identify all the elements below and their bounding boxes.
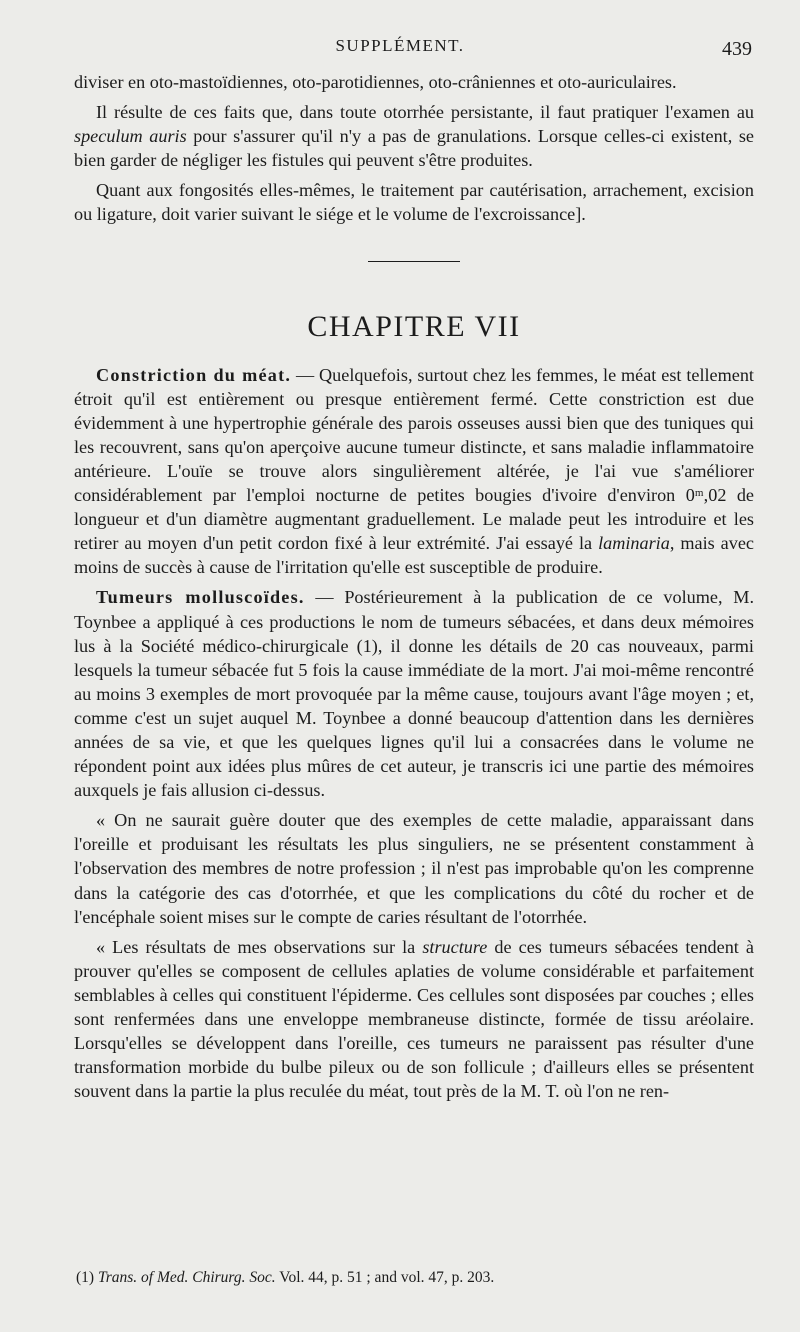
footnote-marker: (1) <box>76 1269 98 1286</box>
paragraph-tumeurs <box>74 585 754 802</box>
paragraph-constriction <box>74 363 754 580</box>
text-run: pour s'assurer qu'il n'y a pas de granulations. Lorsque celles-ci existent, se bien garder de négliger les fistules qui peuvent s'être produites. <box>74 126 754 171</box>
body-text <box>74 70 754 1103</box>
text-run: , mais avec moins de succès à cause de l'irritation qu'elle est susceptible de produire. <box>74 533 754 578</box>
text-run: de ces tumeurs sébacées tendent à prouver qu'elles se composent de cellules aplaties de volume considérable et parfaitement semblables à celles qui constituent l'épiderme. Ces cellules sont disposées par couches ; elles sont renfermées dans une enveloppe membraneuse distincte, formée de tissu aréolaire. Lorsqu'elles se développent dans l'oreille, ces tumeurs ne paraissent pas résulter d'une transformation morbide du bulbe pileux ou de son follicule ; d'ailleurs elles se présentent souvent dans la partie la plus reculée du méat, tout près de la M. T. où l'on ne ren- <box>74 936 755 1102</box>
paragraph-continuation: diviser en oto-mastoïdiennes, oto-parotidiennes, oto-crâniennes et oto-auriculaires. <box>74 72 677 92</box>
paragraph-quote-2 <box>74 935 754 1104</box>
page-number: 439 <box>722 38 752 60</box>
text-run: — Quelquefois, surtout chez les femmes, le méat est tellement étroit qu'il est entièrement ou presque entièrement fermé. Cette constriction est due évidemment à une hypertrophie générale des parois osseuses aussi bien que des tuniques qui les recouvrent, sans qu'on aperçoive aucune tumeur distincte, et sans maladie inflammatoire antérieure. L'ouïe se trouve alors singulièrement altérée, je l'ai vue s'améliorer considérablement par l'emploi nocturne de petites bougies d'ivoire d'environ 0ᵐ,02 de longueur et d'un diamètre augmentant graduellement. Le malade peut les introduire et les retirer au moyen d'un petit cordon fixé à leur extrémité. J'ai essayé la <box>74 364 754 554</box>
paragraph-fongosites: Quant aux fongosités elles-mêmes, le traitement par cautérisation, arrachement, excision ou ligature, doit varier suivant le siége et le volume de l'excroissance]. <box>74 180 754 225</box>
paragraph-quote-1: « On ne saurait guère douter que des exemples de cette maladie, apparaissant dans l'oreille et produisant les résultats les plus singuliers, ne se présentent constamment à l'observation des membres de notre profession ; il n'est pas improbable qu'on les comprenne dans la catégorie des cas d'otorrhée, et que les complications du côté du rocher et de l'encéphale soient mises sur le compte de caries résultant de l'otorrhée. <box>74 810 754 927</box>
running-head <box>0 36 800 66</box>
footnote <box>76 1268 756 1288</box>
footnote-journal: Trans. of Med. Chirurg. Soc. <box>97 1269 276 1286</box>
section-heading: Constriction du méat. <box>96 364 292 385</box>
chapter-title: CHAPITRE VII <box>307 309 521 343</box>
running-title: SUPPLÉMENT. <box>335 36 465 55</box>
italic-term: laminaria <box>598 533 670 554</box>
text-run: « Les résultats de mes observations sur la <box>96 936 423 957</box>
text-run: — Postérieurement à la publication de ce volume, M. Toynbee a appliqué à ces productions le nom de tumeurs sébacées, et dans deux mémoires lus à la Société médico-chirurgicale (1), il donne les détails de 20 cas nouveaux, parmi lesquels la tumeur sébacée fut 5 fois la cause immédiate de la mort. J'ai moi-même rencontré au moins 3 exemples de mort provoquée par la même cause, toujours avant l'âge moyen ; et, comme c'est un sujet auquel M. Toynbee a donné beaucoup d'attention dans les dernières années de sa vie, et que les quelques lignes qu'il lui a consacrées dans le volume ne répondent point aux idées plus mûres de cet auteur, je transcris ici une partie des mémoires auxquels je fais allusion ci-dessus. <box>74 587 754 801</box>
section-heading: Tumeurs molluscoïdes. <box>96 587 305 608</box>
italic-term: speculum auris <box>74 126 187 147</box>
footnote-text: Vol. 44, p. 51 ; and vol. 47, p. 203. <box>275 1269 495 1286</box>
text-run: Il résulte de ces faits que, dans toute otorrhée persistante, il faut pratiquer l'examen au <box>96 102 754 123</box>
paragraph-otorrhee <box>74 100 754 172</box>
italic-term: structure <box>422 936 488 957</box>
section-divider <box>368 261 460 262</box>
